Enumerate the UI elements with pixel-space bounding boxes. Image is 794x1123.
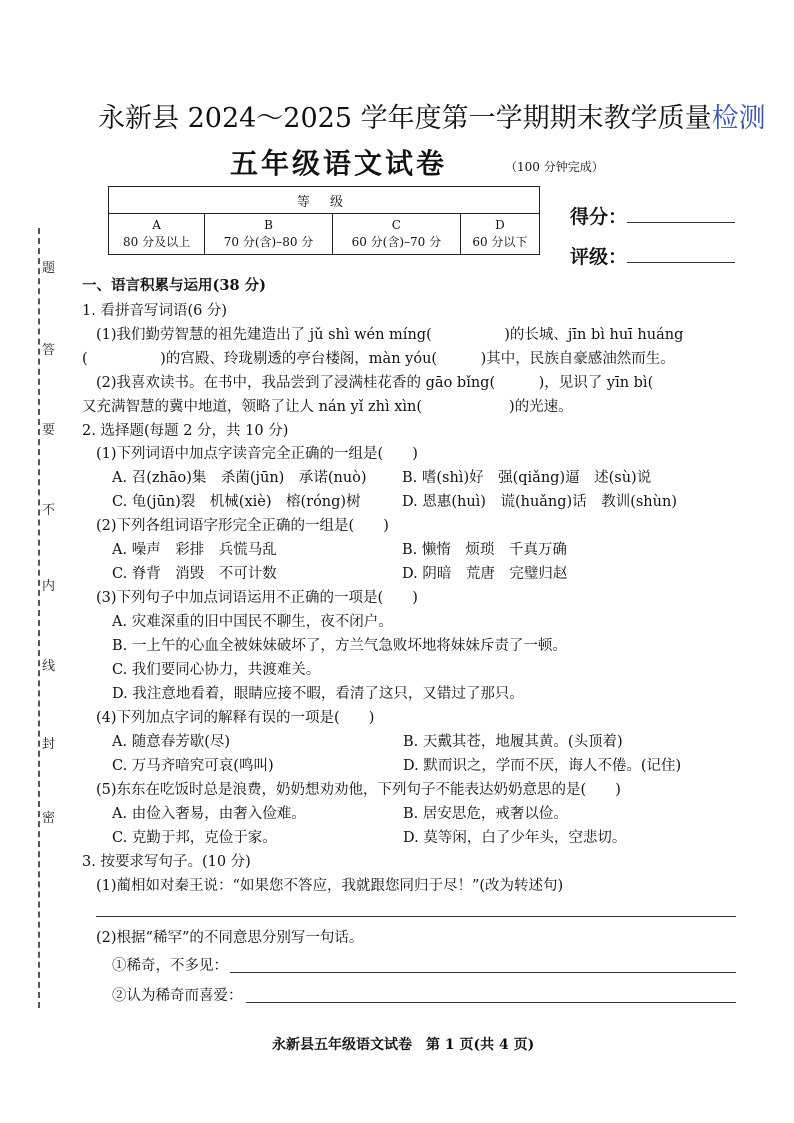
question-stem: (2)根据“稀罕”的不同意思分别写一句话。: [96, 930, 364, 946]
option-a: A. 随意春芳歇(尽): [112, 734, 231, 750]
binding-char: 答: [42, 343, 56, 358]
binding-char: 不: [42, 503, 56, 518]
section-heading: 一、语言积累与运用(38 分): [82, 277, 266, 294]
grade-range: 60 分以下: [472, 235, 528, 249]
option-c: C. 脊背 消毁 不可计数: [112, 566, 277, 582]
question-line: 又充满智慧的冀中地道，领略了让人 nán yǐ zhì xìn( )的光速。: [82, 399, 573, 415]
option-c: C. 我们要同心协力，共渡难关。: [112, 662, 321, 678]
option-b: B. 懒惰 烦琐 千真万确: [402, 542, 567, 558]
rating-blank[interactable]: [627, 262, 735, 263]
rating-field[interactable]: [570, 242, 735, 269]
binding-dashed-line: [38, 228, 40, 1008]
grade-letter: D: [495, 218, 505, 232]
grade-range: 80 分及以上: [123, 235, 191, 249]
option-a: A. 噪声 彩排 兵慌马乱: [112, 542, 277, 558]
grade-cell-a: [109, 214, 205, 255]
question-title: 3. 按要求写句子。(10 分): [82, 854, 251, 870]
question-line: ( )的宫殿、玲珑剔透的亭台楼阁，màn yóu( )其中，民族自豪感油然而生。: [82, 351, 675, 367]
exam-subtitle: 五年级语文试卷: [230, 147, 448, 180]
question-title: 1. 看拼音写词语(6 分): [82, 303, 228, 319]
question-stem: (5)东东在吃饭时总是浪费，奶奶想劝劝他，下列句子不能表达奶奶意思的是( ): [96, 782, 621, 798]
grade-range: 70 分(含)–80 分: [223, 235, 314, 249]
score-label: 得分：: [570, 206, 628, 228]
grade-letter: B: [264, 218, 273, 232]
grade-letter: A: [152, 218, 161, 232]
grade-cell-c: [332, 214, 460, 255]
binding-char: 密: [42, 811, 56, 826]
option-b: B. 天戴其苍，地履其黄。(头顶着): [403, 734, 623, 750]
grade-table-header: 等 级: [109, 187, 540, 214]
exam-title-tail: 检测: [711, 103, 766, 134]
binding-char: 题: [42, 261, 56, 276]
binding-char: 线: [42, 659, 56, 674]
answer-line[interactable]: [96, 916, 736, 917]
option-d: D. 莫等闲，白了少年头，空悲切。: [403, 830, 627, 846]
question-stem: (1)蔺相如对秦王说：“如果您不答应，我就跟您同归于尽！”(改为转述句): [96, 878, 564, 894]
binding-char: 要: [42, 423, 56, 438]
option-b: B. 居安思危，戒奢以俭。: [403, 806, 568, 822]
option-b: B. 一上午的心血全被妹妹破坏了，方兰气急败坏地将妹妹斥责了一顿。: [112, 638, 567, 654]
grade-cell-b: [205, 214, 333, 255]
grade-letter: C: [391, 218, 401, 232]
option-c: C. 龟(jūn)裂 机械(xiè) 榕(róng)树: [112, 494, 361, 510]
option-c: C. 克勤于邦，克俭于家。: [112, 830, 277, 846]
question-line: (2)我喜欢读书。在书中，我品尝到了浸满桂花香的 gāo bǐng( )，见识了 yīn bì(: [96, 375, 654, 391]
question-stem: (4)下列加点字词的解释有误的一项是( ): [96, 710, 375, 726]
question-stem: (1)下列词语中加点字读音完全正确的一组是( ): [96, 446, 418, 462]
option-c: C. 万马齐喑究可哀(鸣叫): [112, 758, 274, 774]
binding-char: 内: [42, 579, 56, 594]
option-d: D. 默而识之，学而不厌，诲人不倦。(记住): [403, 758, 682, 774]
page-footer: 永新县五年级语文试卷 第 1 页(共 4 页): [272, 1037, 535, 1053]
binding-char: 封: [42, 737, 56, 752]
exam-title-main: 永新县 2024～2025 学年度第一学期期末教学质量: [98, 103, 712, 134]
option-a: A. 召(zhāo)集 杀菌(jūn) 承诺(nuò): [112, 470, 367, 486]
grade-range: 60 分(含)–70 分: [351, 235, 442, 249]
question-line: (1)我们勤劳智慧的祖先建造出了 jǔ shì wén míng( )的长城、jīn bì huī huáng: [96, 327, 684, 343]
option-d: D. 恩惠(huì) 谎(huǎng)话 教训(shùn): [402, 494, 677, 510]
exam-title: [98, 96, 766, 135]
score-field[interactable]: [570, 202, 735, 229]
answer-line[interactable]: [246, 1002, 736, 1003]
question-stem: (2)下列各组词语字形完全正确的一组是( ): [96, 518, 389, 534]
option-d: D. 我注意地看着，眼睛应接不暇，看清了这只，又错过了那只。: [112, 686, 524, 702]
time-note: （100 分钟完成）: [505, 160, 604, 174]
answer-line[interactable]: [230, 972, 736, 973]
score-blank[interactable]: [627, 222, 735, 223]
question-stem: (3)下列句子中加点词语运用不正确的一项是( ): [96, 590, 418, 606]
option-d: D. 阴暗 荒唐 完璧归赵: [402, 566, 568, 582]
question-title: 2. 选择题(每题 2 分，共 10 分): [82, 423, 289, 439]
option-b: B. 嗜(shì)好 强(qiǎng)逼 述(sù)说: [402, 470, 652, 486]
rating-label: 评级：: [570, 246, 628, 268]
grade-table: [108, 186, 540, 255]
option-a: A. 灾难深重的旧中国民不聊生，夜不闭户。: [112, 614, 393, 630]
answer-prompt: ②认为稀奇而喜爱：: [112, 988, 243, 1004]
answer-prompt: ①稀奇，不多见：: [112, 958, 228, 974]
grade-cell-d: [460, 214, 539, 255]
option-a: A. 由俭入奢易，由奢入俭难。: [112, 806, 306, 822]
